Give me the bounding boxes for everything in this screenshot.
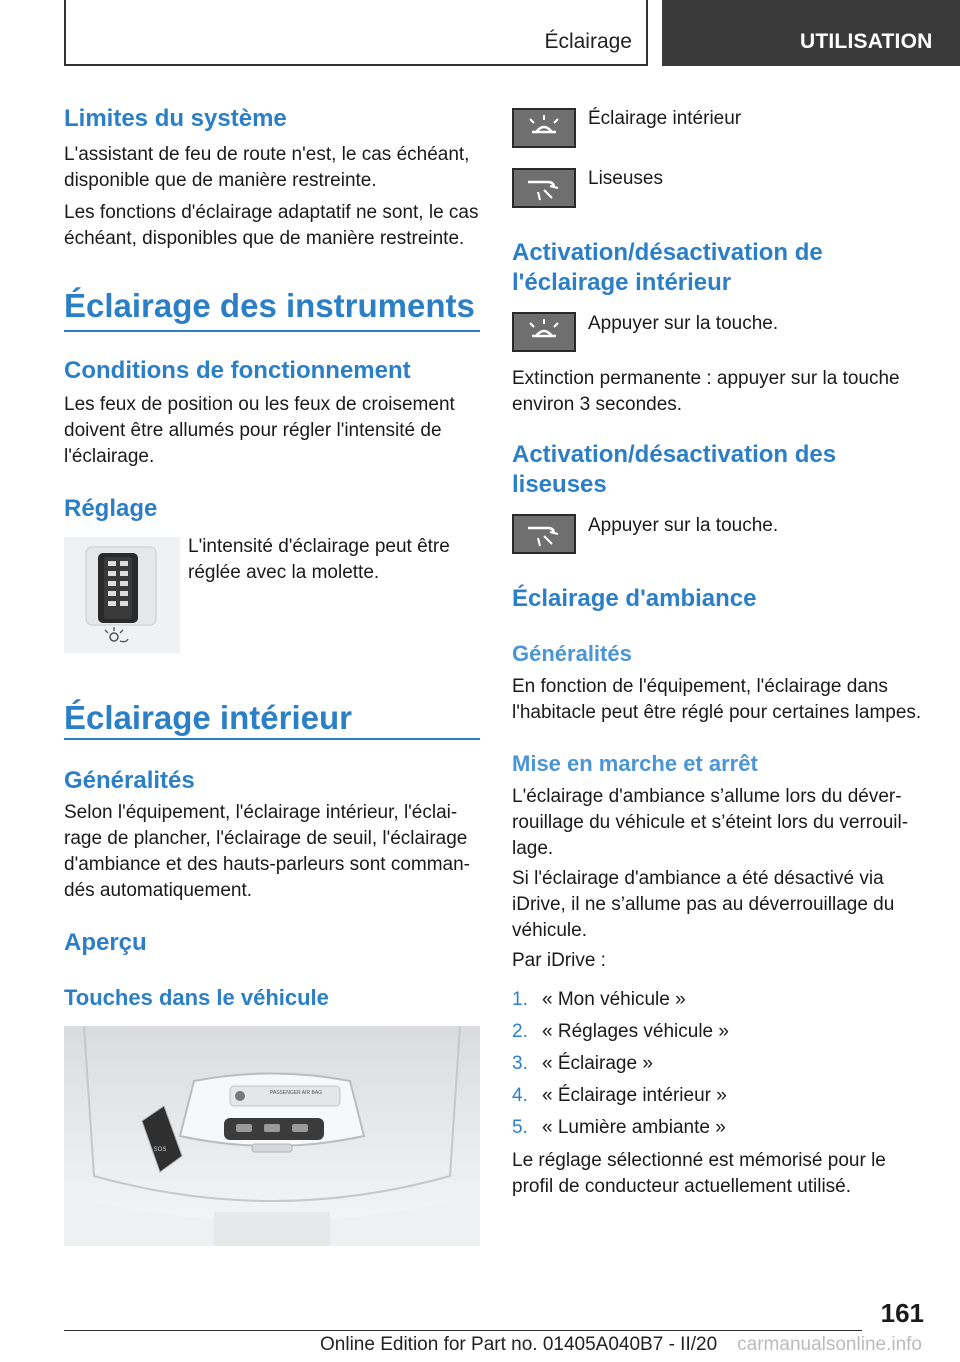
conditions-heading: Conditions de fonctionnement xyxy=(64,357,411,384)
reading-light-icon xyxy=(512,168,576,208)
interior-lighting-heading: Éclairage intérieur xyxy=(64,698,480,740)
list-item xyxy=(512,1083,912,1115)
section-tab: UTILISATION xyxy=(662,0,960,66)
dimmer-wheel-image xyxy=(64,537,180,653)
generalites-paragraph: Selon l'équipement, l'éclairage intérieur, l'éclairage de plancher, l'éclairage de seuil, l'éclairage d'ambiance et des hauts-parleurs sont commandés automatiquement. xyxy=(64,802,470,901)
page-header xyxy=(0,0,960,66)
ambiance-generalites-heading: Généralités xyxy=(512,641,632,666)
mise-paragraph-1: L'éclairage d'ambiance s’allume lors du déverrouillage du véhicule et s’éteint lors du verrouillage. xyxy=(512,786,909,859)
list-text: « Éclairage » xyxy=(542,1053,653,1074)
interior-light-icon xyxy=(512,312,576,352)
reglage-paragraph: L'intensité d'éclairage peut être réglée avec la molette. xyxy=(188,536,450,583)
list-number: 5. xyxy=(512,1117,528,1138)
list-text: « Mon véhicule » xyxy=(542,989,686,1010)
activation-interior-heading: Activation/désactivation de l'éclairage intérieur xyxy=(512,239,823,296)
activation-reading-heading: Activation/désactivation des liseuses xyxy=(512,441,837,498)
ambiance-generalites-paragraph: En fonction de l'équipement, l'éclairage dans l'habitacle peut être réglé pour certaines lampes. xyxy=(512,676,922,723)
ambiance-heading: Éclairage d'ambiance xyxy=(512,585,757,612)
list-number: 3. xyxy=(512,1053,528,1074)
list-text: « Éclairage intérieur » xyxy=(542,1085,727,1106)
list-number: 4. xyxy=(512,1085,528,1106)
list-item xyxy=(512,987,912,1019)
list-item xyxy=(512,1051,912,1083)
activation-reading-text: Appuyer sur la touche. xyxy=(588,515,779,536)
reading-light-icon xyxy=(512,514,576,554)
mise-paragraph-2: Si l'éclairage d'ambiance a été désactivé via iDrive, il ne s’allume pas au déverrouillage du véhicule. xyxy=(512,868,895,941)
limits-paragraph-2: Les fonctions d'éclairage adaptatif ne sont, le cas échéant, disponibles que de manière restreinte. xyxy=(64,202,479,249)
list-item xyxy=(512,1019,912,1051)
header-title: Éclairage xyxy=(544,30,632,53)
reglage-heading: Réglage xyxy=(64,495,158,522)
generalites-heading: Généralités xyxy=(64,767,195,794)
instruments-heading: Éclairage des instruments xyxy=(64,286,480,332)
header-frame xyxy=(64,0,648,66)
extinction-paragraph: Extinction permanente : appuyer sur la touche environ 3 secondes. xyxy=(512,368,900,415)
par-idrive-text: Par iDrive : xyxy=(512,950,606,971)
interior-light-label: Éclairage intérieur xyxy=(588,108,742,129)
overhead-console-image xyxy=(64,1026,480,1246)
activation-interior-text: Appuyer sur la touche. xyxy=(588,313,779,334)
final-paragraph: Le réglage sélectionné est mémorisé pour le profil de conducteur actuellement utilisé. xyxy=(512,1150,886,1197)
list-text: « Réglages véhicule » xyxy=(542,1021,729,1042)
console-label: PASSENGER AIR BAG xyxy=(269,1090,323,1096)
mise-en-marche-heading: Mise en marche et arrêt xyxy=(512,751,758,776)
list-number: 1. xyxy=(512,989,528,1010)
sos-label: SOS xyxy=(153,1147,167,1153)
reading-light-label: Liseuses xyxy=(588,168,663,189)
footer-edition: Online Edition for Part no. 01405A040B7 - II/20 xyxy=(320,1334,718,1355)
list-number: 2. xyxy=(512,1021,528,1042)
touches-heading: Touches dans le véhicule xyxy=(64,985,329,1010)
apercu-heading: Aperçu xyxy=(64,929,147,956)
conditions-paragraph: Les feux de position ou les feux de croisement doivent être allumés pour régler l'intensité de l'éclairage. xyxy=(64,394,455,467)
limits-paragraph-1: L'assistant de feu de route n'est, le cas échéant, disponible que de manière restreinte. xyxy=(64,144,470,191)
limits-heading: Limites du système xyxy=(64,105,287,132)
idrive-steps-list xyxy=(512,987,912,1147)
footer-rule xyxy=(64,1330,862,1331)
interior-light-icon xyxy=(512,108,576,148)
page-number: 161 xyxy=(880,1298,924,1328)
watermark: carmanualsonline.info xyxy=(737,1334,922,1355)
list-item xyxy=(512,1115,912,1147)
list-text: « Lumière ambiante » xyxy=(542,1117,726,1138)
